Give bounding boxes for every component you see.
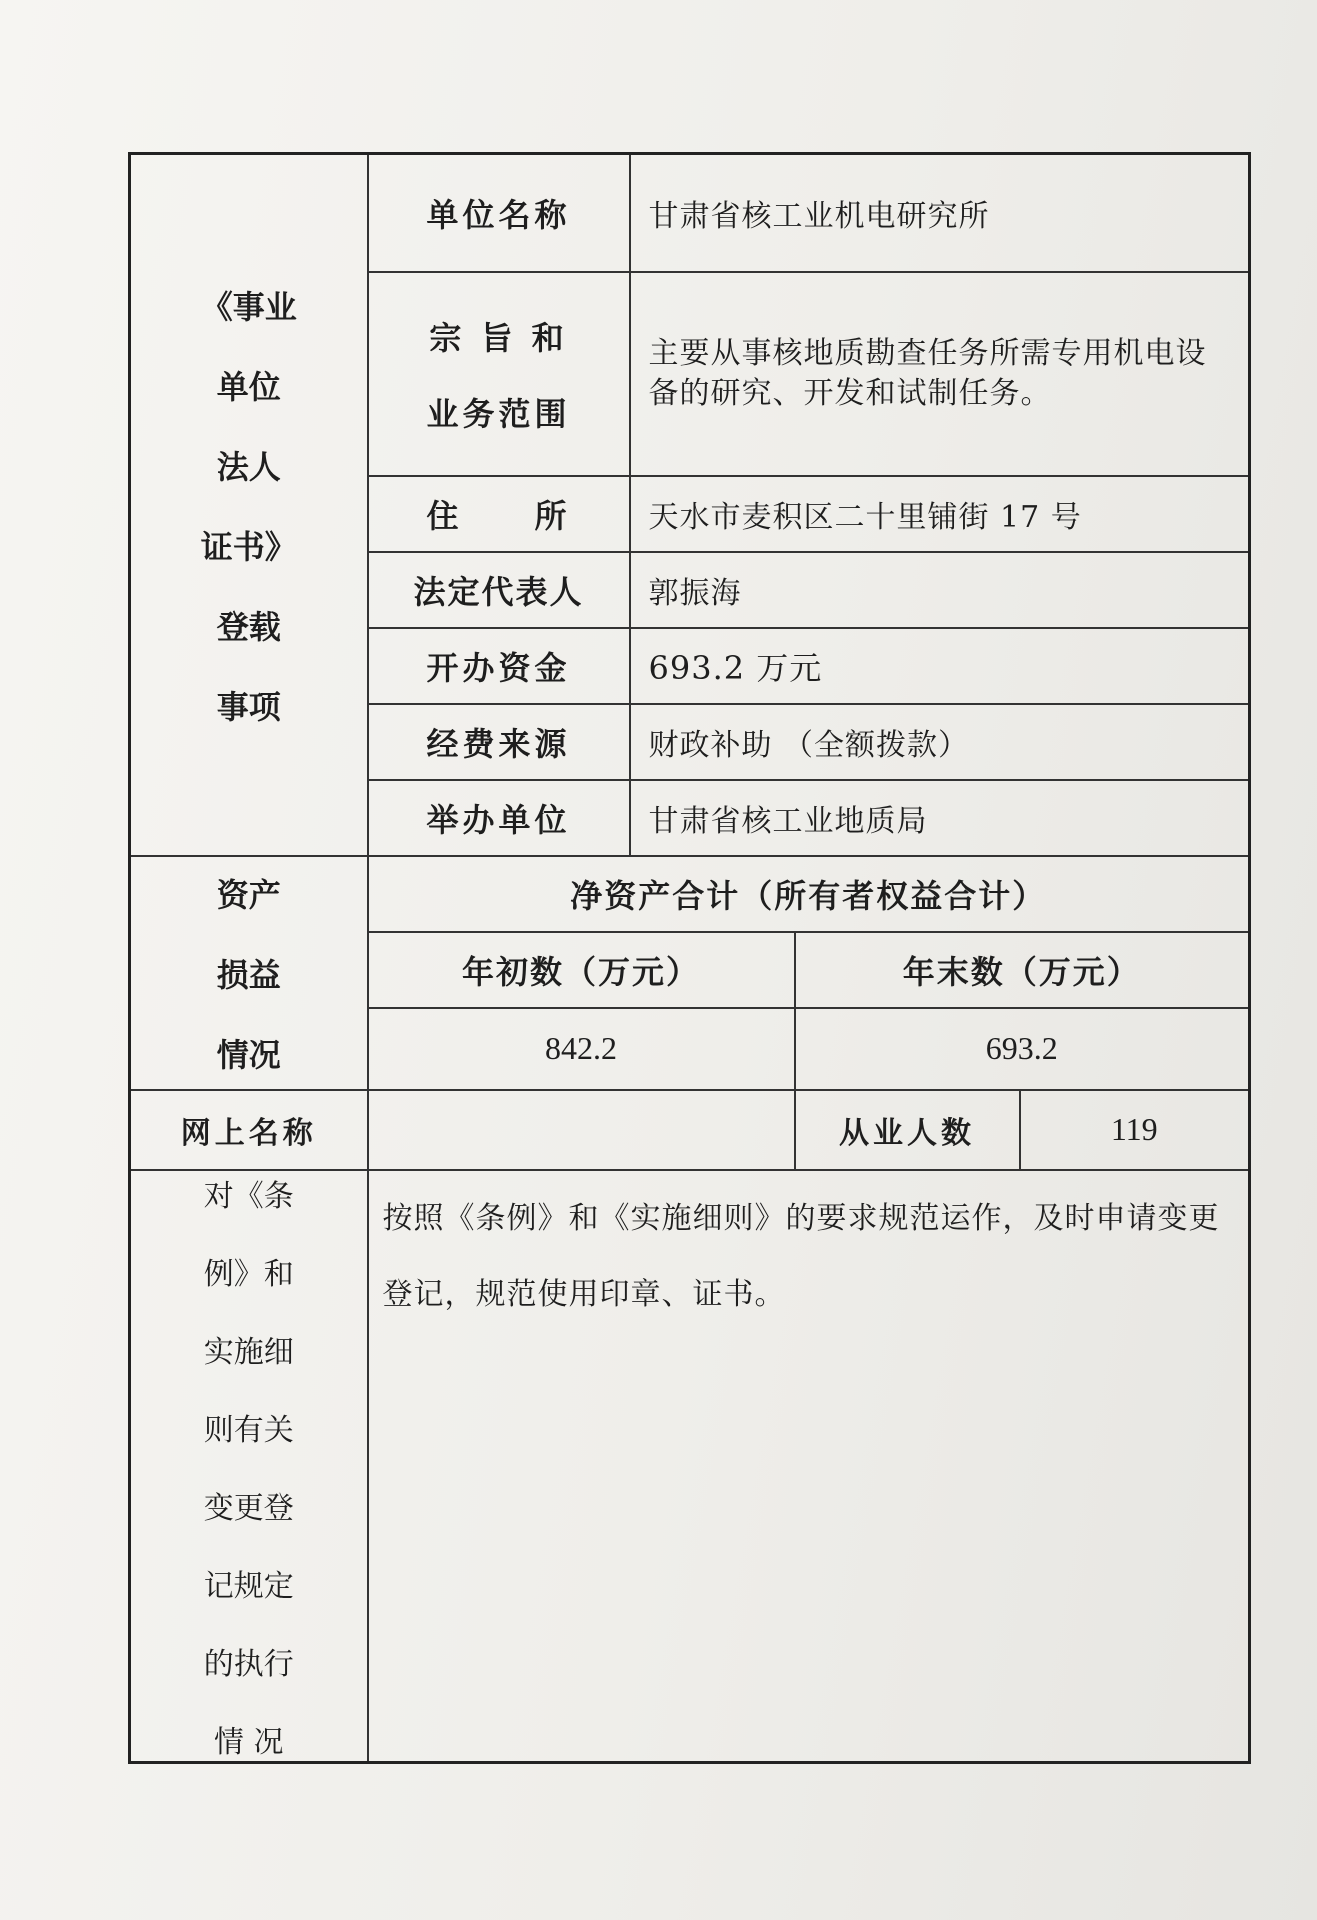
compliance-text: 按照《条例》和《实施细则》的要求规范运作，及时申请变更登记，规范使用印章、证书。 xyxy=(368,1170,1250,1763)
begin-of-year-label: 年初数（万元） xyxy=(368,932,795,1008)
employees-label: 从业人数 xyxy=(795,1090,1020,1170)
assets-label-line: 情况 xyxy=(216,1035,281,1074)
legal-rep-label: 法定代表人 xyxy=(368,552,630,628)
compliance-label-line: 记规定 xyxy=(203,1568,294,1604)
capital-label: 开办资金 xyxy=(368,628,630,704)
online-name-label: 网上名称 xyxy=(130,1090,368,1170)
compliance-label-line: 实施细 xyxy=(203,1334,294,1370)
compliance-label-line: 对《条 xyxy=(203,1178,294,1214)
end-of-year-label: 年末数（万元） xyxy=(795,932,1250,1008)
legal-rep-value: 郭振海 xyxy=(630,552,1250,628)
certificate-label-line: 法人 xyxy=(216,447,281,486)
sponsor-label: 举办单位 xyxy=(368,780,630,856)
address-label: 住 所 xyxy=(368,476,630,552)
certificate-label-line: 事项 xyxy=(216,687,281,726)
funding-value: 财政补助 （全额拨款） xyxy=(630,704,1250,780)
row-compliance xyxy=(130,1170,1250,1763)
assets-label-line: 损益 xyxy=(216,955,281,994)
net-assets-header: 净资产合计（所有者权益合计） xyxy=(368,856,1250,932)
compliance-label xyxy=(130,1170,368,1763)
purpose-label-lines xyxy=(369,313,629,435)
end-of-year-value: 693.2 xyxy=(795,1008,1250,1090)
employees-value: 119 xyxy=(1020,1090,1250,1170)
certificate-label-line: 登载 xyxy=(216,607,281,646)
purpose-label-line: 业务范围 xyxy=(426,394,571,433)
row-assets-header xyxy=(130,856,1250,932)
certificate-label-line: 《事业 xyxy=(200,287,297,326)
certificate-label-line: 证书》 xyxy=(200,527,297,566)
row-unit-name xyxy=(130,154,1250,272)
funding-label: 经费来源 xyxy=(368,704,630,780)
capital-value: 693.2 万元 xyxy=(630,628,1250,704)
begin-of-year-value: 842.2 xyxy=(368,1008,795,1090)
compliance-label-line: 情 况 xyxy=(213,1724,284,1760)
assets-section-label-lines xyxy=(131,870,367,1076)
row-online-name xyxy=(130,1090,1250,1170)
unit-name-label: 单位名称 xyxy=(368,154,630,272)
sponsor-value: 甘肃省核工业地质局 xyxy=(630,780,1250,856)
assets-label-line: 资产 xyxy=(216,875,281,914)
compliance-label-line: 的执行 xyxy=(203,1646,294,1682)
certificate-label-line: 单位 xyxy=(216,367,281,406)
compliance-label-lines xyxy=(131,1171,367,1761)
purpose-label xyxy=(368,272,630,476)
purpose-value: 主要从事核地质勘查任务所需专用机电设备的研究、开发和试制任务。 xyxy=(630,272,1250,476)
address-value: 天水市麦积区二十里铺街 17 号 xyxy=(630,476,1250,552)
assets-section-label xyxy=(130,856,368,1090)
registration-form-table xyxy=(128,152,1251,1764)
online-name-value xyxy=(368,1090,795,1170)
compliance-label-line: 则有关 xyxy=(203,1412,294,1448)
compliance-label-line: 例》和 xyxy=(203,1256,294,1292)
unit-name-value: 甘肃省核工业机电研究所 xyxy=(630,154,1250,272)
certificate-section-label xyxy=(130,154,368,856)
certificate-section-label-lines xyxy=(131,282,367,728)
compliance-label-line: 变更登 xyxy=(203,1490,294,1526)
purpose-label-line: 宗 旨 和 xyxy=(429,318,568,357)
